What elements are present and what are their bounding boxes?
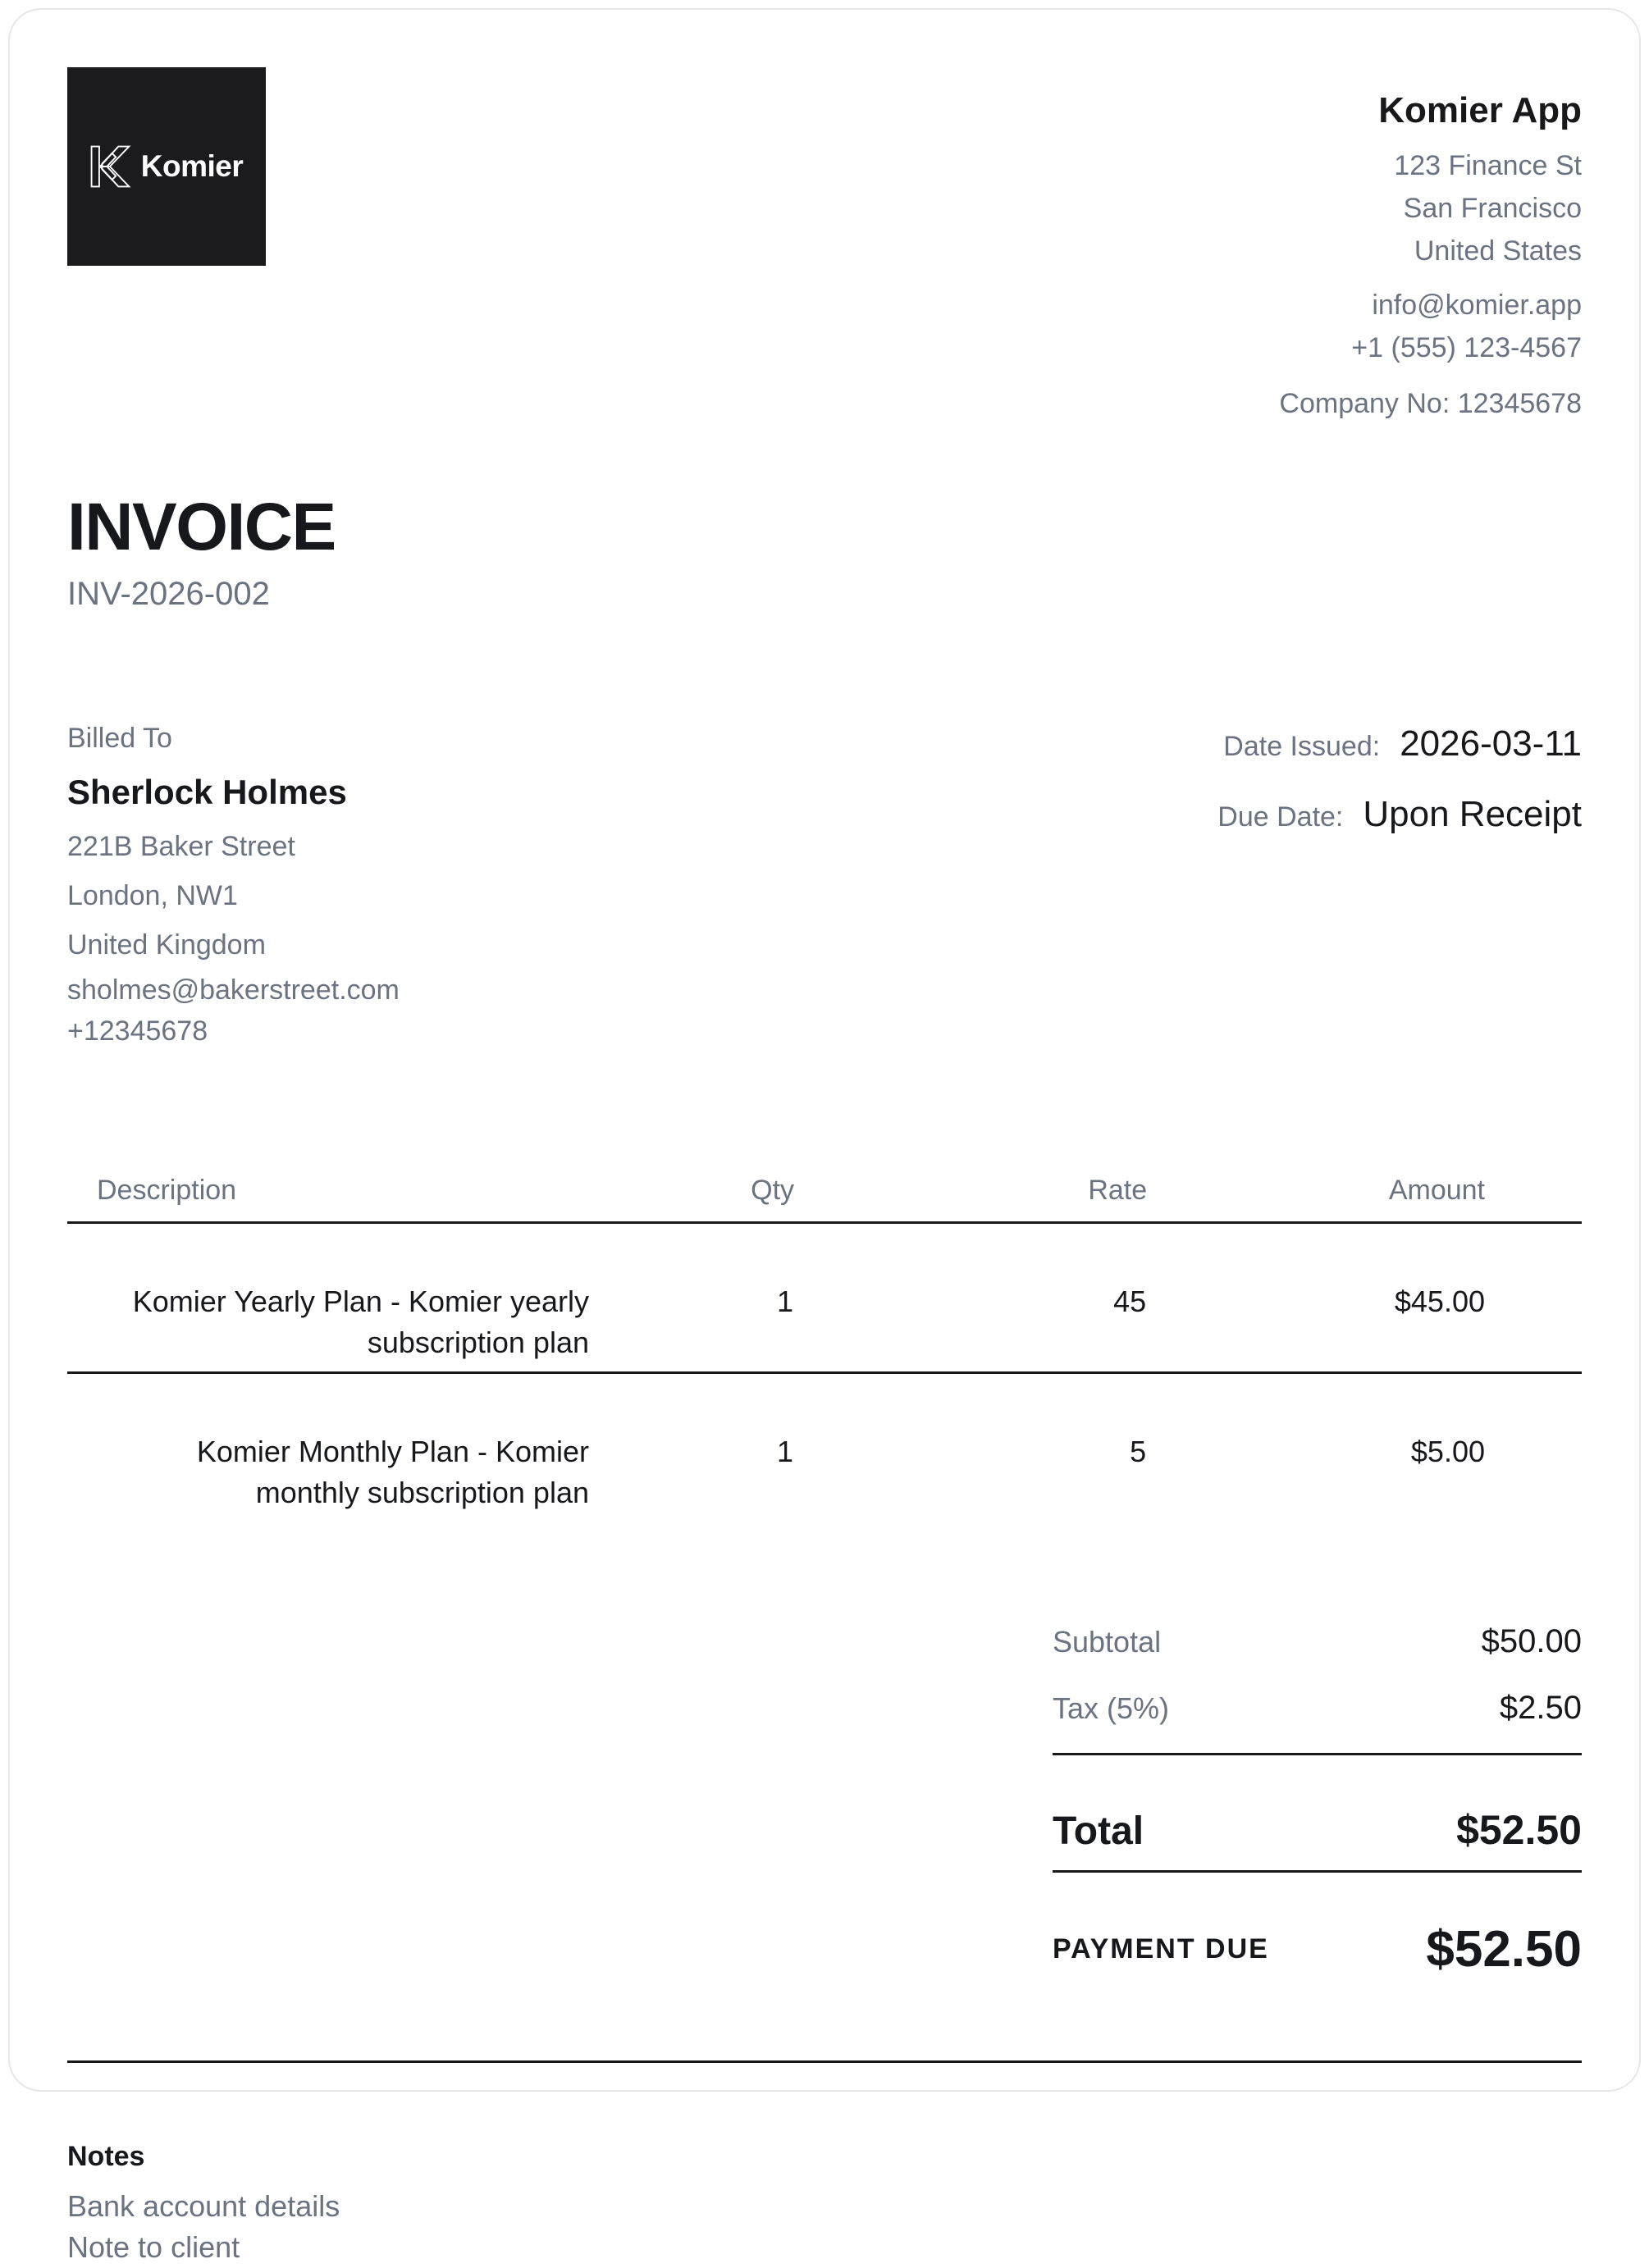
subtotal-value: $50.00 <box>1481 1623 1582 1659</box>
item-description: Komier Yearly Plan - Komier yearly subscription plan <box>67 1223 662 1373</box>
notes-body <box>67 2186 1582 2268</box>
tax-row <box>1053 1686 1582 1730</box>
item-amount: $5.00 <box>1410 1435 1485 1468</box>
payment-due-value: $52.50 <box>1426 1921 1582 1978</box>
total-row <box>1053 1755 1582 1873</box>
invoice-title-block <box>67 491 1582 614</box>
total-label: Total <box>1053 1809 1144 1853</box>
parties-section <box>67 720 1582 1052</box>
date-issued-value: 2026-03-11 <box>1400 723 1582 764</box>
due-date-value: Upon Receipt <box>1363 794 1582 834</box>
company-logo <box>67 67 266 266</box>
column-header-amount: Amount <box>1147 1175 1582 1223</box>
line-items-table <box>67 1175 1582 1522</box>
company-details <box>1279 90 1582 425</box>
table-row <box>67 1373 1582 1522</box>
subtotal-label: Subtotal <box>1053 1625 1162 1659</box>
client-name: Sherlock Holmes <box>67 773 347 811</box>
company-phone: +1 (555) 123-4567 <box>1351 332 1582 363</box>
date-issued-row <box>1217 723 1582 764</box>
payment-due-label: PAYMENT DUE <box>1053 1933 1269 1965</box>
billed-to-block <box>67 720 400 1052</box>
payment-due-row <box>1053 1920 1582 1978</box>
totals-block <box>1053 1620 1582 1978</box>
due-date-row <box>1217 794 1582 835</box>
client-email: sholmes@bakerstreet.com <box>67 974 400 1006</box>
table-row <box>67 1223 1582 1373</box>
client-phone: +12345678 <box>67 1015 208 1047</box>
item-rate: 5 <box>1130 1435 1147 1468</box>
komier-k-icon <box>90 144 133 189</box>
item-description: Komier Monthly Plan - Komier monthly subscription plan <box>196 1435 589 1509</box>
client-address-line: United Kingdom <box>67 929 266 961</box>
client-contact <box>67 970 400 1052</box>
total-value: $52.50 <box>1456 1807 1582 1853</box>
footer-divider <box>67 2060 1582 2063</box>
tax-label: Tax (5%) <box>1053 1691 1170 1725</box>
company-address-line: San Francisco <box>1403 193 1582 224</box>
client-address-line: 221B Baker Street <box>67 831 295 862</box>
date-issued-label: Date Issued: <box>1223 731 1381 762</box>
company-address-line: 123 Finance St <box>1394 150 1582 181</box>
item-qty: 1 <box>777 1435 794 1468</box>
company-name: Komier App <box>1378 90 1582 130</box>
table-header-row <box>67 1175 1582 1223</box>
column-header-qty: Qty <box>662 1175 794 1223</box>
notes-line: Bank account details <box>67 2189 340 2223</box>
item-rate: 45 <box>794 1223 1147 1373</box>
invoice-page <box>8 8 1641 2264</box>
company-address <box>1279 144 1582 272</box>
header <box>67 67 1582 425</box>
logo-wordmark: Komier <box>140 149 244 183</box>
client-address <box>67 822 400 970</box>
item-amount: $45.00 <box>1147 1223 1582 1373</box>
company-email: info@komier.app <box>1372 290 1582 321</box>
due-date-label: Due Date: <box>1217 801 1344 833</box>
company-address-line: United States <box>1414 235 1582 267</box>
subtotal-row <box>1053 1620 1582 1663</box>
company-number-group <box>1279 382 1582 425</box>
company-number: Company No: 12345678 <box>1279 388 1582 419</box>
client-address-line: London, NW1 <box>67 880 238 911</box>
notes-section <box>67 2138 1582 2268</box>
company-contact <box>1279 284 1582 369</box>
notes-line: Note to client <box>67 2230 240 2264</box>
column-header-description: Description <box>67 1175 662 1223</box>
notes-title: Notes <box>67 2141 145 2172</box>
invoice-number: INV-2026-002 <box>67 576 270 612</box>
page-title: INVOICE <box>67 490 336 564</box>
tax-value: $2.50 <box>1499 1690 1582 1726</box>
billed-to-label: Billed To <box>67 723 172 754</box>
dates-block <box>1217 723 1582 1052</box>
column-header-rate: Rate <box>794 1175 1147 1223</box>
item-qty: 1 <box>662 1223 794 1373</box>
